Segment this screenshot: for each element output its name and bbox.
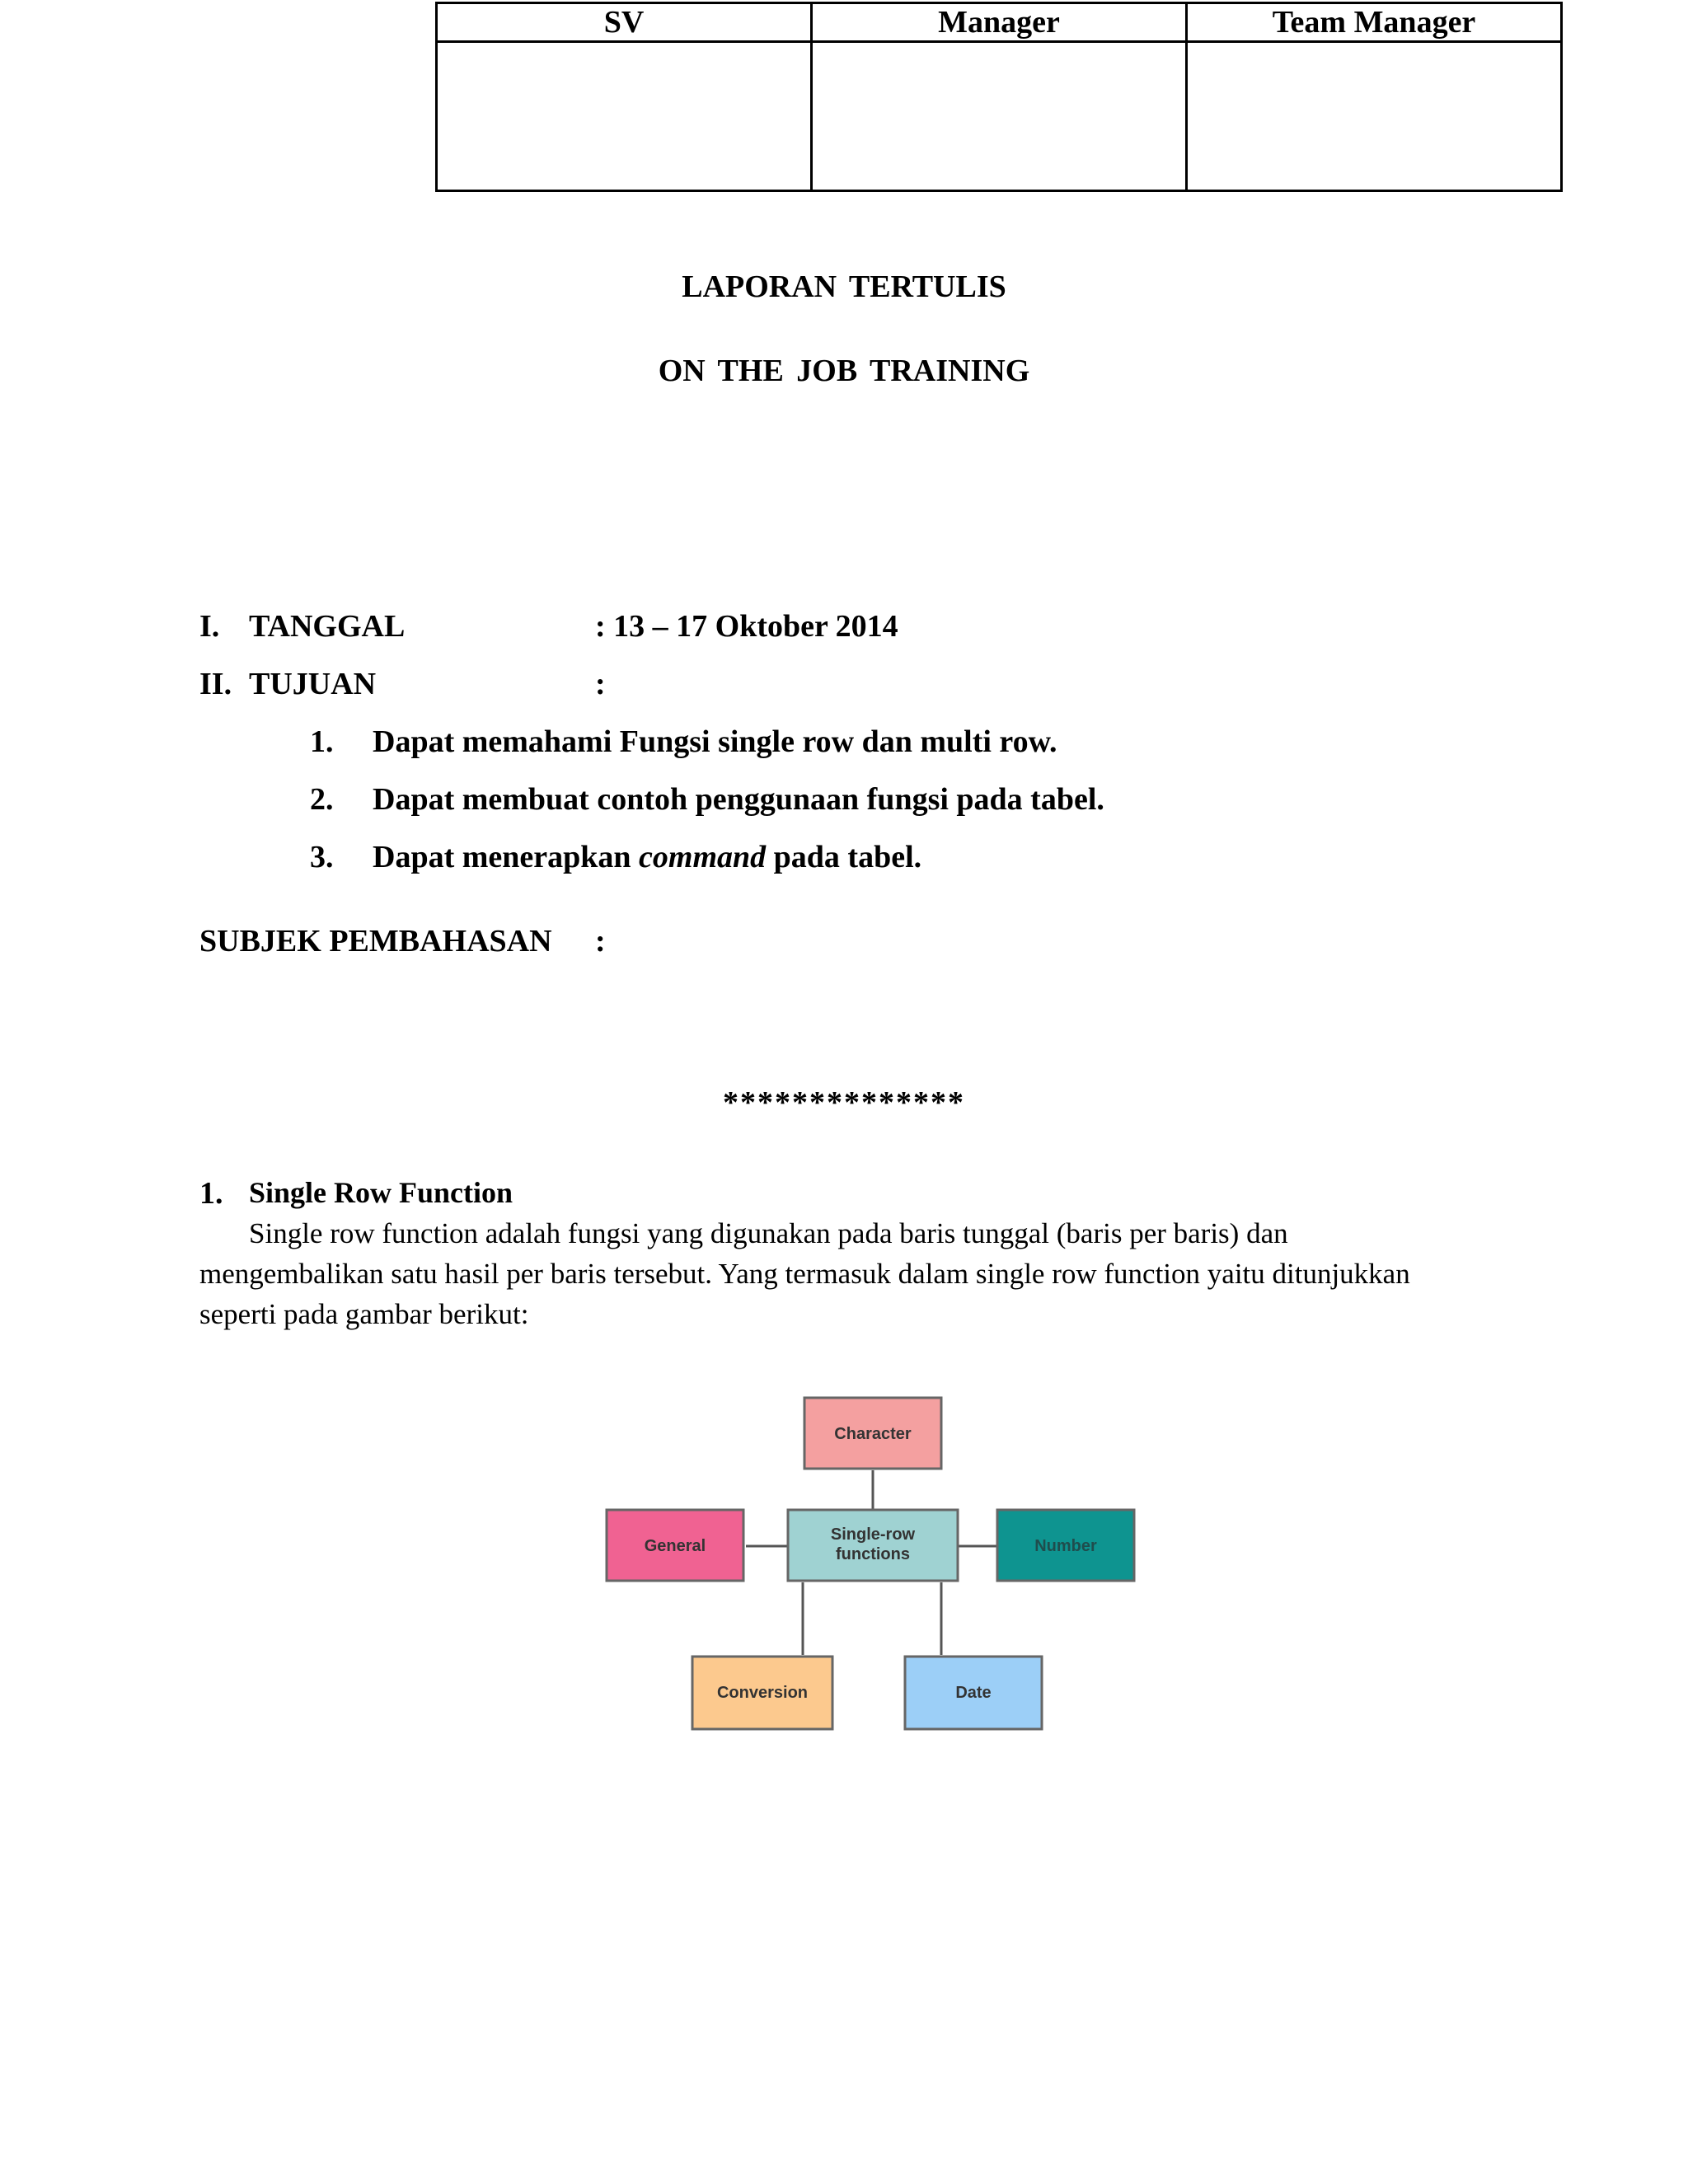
- signature-cell-team-manager: [1187, 42, 1562, 191]
- paragraph-line: Single row function adalah fungsi yang digunakan pada baris tunggal (baris per baris) dan: [249, 1217, 1288, 1249]
- header-team-manager: Team Manager: [1187, 3, 1562, 42]
- signature-cell-manager: [812, 42, 1187, 191]
- tujuan-item-text: Dapat memahami Fungsi single row dan multi row.: [373, 724, 1057, 759]
- section-paragraph: [199, 1213, 1485, 1334]
- tujuan-item-text: [373, 839, 921, 875]
- node-date-label: Date: [955, 1684, 992, 1702]
- tujuan-value: :: [595, 667, 606, 701]
- single-row-functions-diagram: [593, 1385, 1154, 1747]
- tujuan-item-number: 2.: [310, 782, 334, 817]
- text-segment: pada tabel.: [766, 840, 922, 874]
- node-general-label: General: [644, 1537, 706, 1555]
- tujuan-label: TUJUAN: [249, 667, 377, 701]
- text-segment: Dapat menerapkan: [373, 840, 640, 874]
- node-character-label: Character: [834, 1425, 912, 1443]
- tujuan-item-text: Dapat membuat contoh penggunaan fungsi pada tabel.: [373, 782, 1104, 817]
- node-center-label-line2: functions: [836, 1545, 910, 1563]
- node-center-label-line1: Single-row: [830, 1526, 916, 1544]
- subjek-value: :: [595, 924, 606, 958]
- tanggal-value: : 13 – 17 Oktober 2014: [595, 609, 898, 644]
- tujuan-number: II.: [199, 667, 232, 701]
- paragraph-line: seperti pada gambar berikut:: [199, 1298, 529, 1330]
- subjek-label: SUBJEK PEMBAHASAN: [199, 924, 552, 958]
- header-sv: SV: [437, 3, 812, 42]
- tujuan-item-number: 3.: [310, 840, 334, 874]
- tanggal-label: TANGGAL: [249, 609, 406, 644]
- node-conversion-label: Conversion: [716, 1684, 809, 1702]
- italic-term: command: [639, 840, 767, 874]
- header-manager: Manager: [812, 3, 1187, 42]
- approval-signature-table: [435, 2, 1563, 192]
- tanggal-number: I.: [199, 609, 220, 644]
- document-title: LAPORAN TERTULIS: [682, 269, 1006, 304]
- signature-cell-sv: [437, 42, 812, 191]
- document-subtitle: ON THE JOB TRAINING: [658, 354, 1030, 388]
- tujuan-item-number: 1.: [310, 724, 334, 759]
- section-number: 1.: [199, 1176, 223, 1211]
- paragraph-line: mengembalikan satu hasil per baris tersebut. Yang termasuk dalam single row function yaitu ditunjukkan: [199, 1258, 1410, 1290]
- node-number-label: Number: [1034, 1537, 1097, 1555]
- separator-stars: **************: [723, 1085, 965, 1120]
- section-title: Single Row Function: [249, 1176, 513, 1209]
